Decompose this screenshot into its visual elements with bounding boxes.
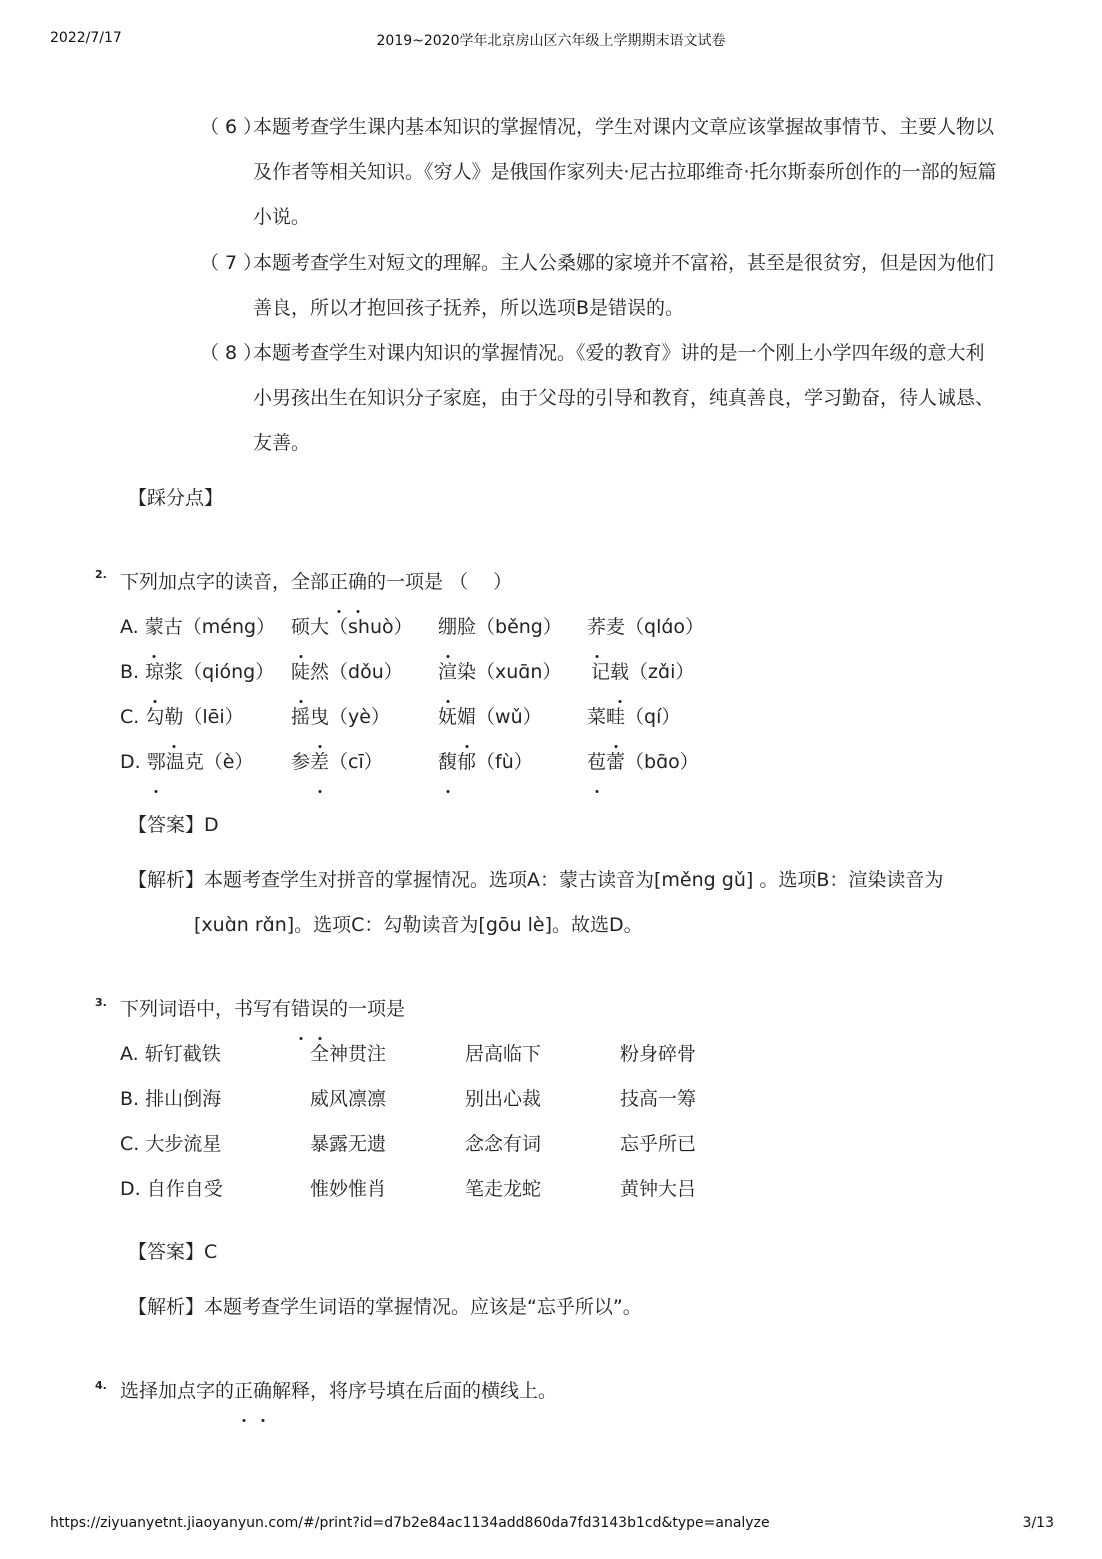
dotted-char: 误 [310, 987, 329, 1032]
option-a: A. 斩钉截铁 [120, 1043, 221, 1065]
option-cell: 参差（cī） [291, 740, 383, 785]
dotted-char: 正 [234, 1369, 253, 1414]
option-word: 暴露无遗 [310, 1133, 387, 1155]
score-points-label: 【踩分点】 [128, 487, 224, 509]
dotted-char: 正 [329, 560, 348, 605]
item-number: （ 7 ） [200, 252, 263, 274]
dotted-char: 错 [291, 987, 310, 1032]
option-word: 念念有词 [465, 1133, 542, 1155]
answer-line: 【答案】C [128, 1241, 218, 1263]
dotted-char: 陡 [291, 650, 310, 695]
option-word: 别出心裁 [465, 1088, 542, 1110]
dotted-char: 渲 [438, 650, 457, 695]
dotted-char: 绷 [438, 605, 457, 650]
dotted-char: 曳 [310, 695, 329, 740]
dotted-char: 琼 [145, 650, 164, 695]
answer-value: D [204, 814, 219, 836]
option-cell: 馥郁（fù） [438, 740, 533, 785]
dotted-char: 差 [310, 740, 329, 785]
option-d: D. 自作自受 [120, 1178, 223, 1200]
question-stem: 选择加点字的正确解释，将序号填在后面的横线上。 [120, 1369, 557, 1414]
option-word: 笔走龙蛇 [465, 1178, 542, 1200]
item-text: 本题考查学生课内基本知识的掌握情况，学生对课内文章应该掌握故事情节、主要人物以及作者等相关知识。《穷人》是俄国作家列夫·尼古拉耶维奇·托尔斯泰所创作的一部的短篇小说。 [253, 116, 997, 228]
dotted-char: 载 [610, 650, 629, 695]
option-word: 全神贯注 [310, 1043, 387, 1065]
answer-value: C [204, 1241, 218, 1263]
option-cell: 记载（zɑ̌i） [591, 650, 694, 695]
question-number: 2. [95, 568, 107, 581]
answer-line: 【答案】D [128, 814, 219, 836]
dotted-char: 苞 [587, 740, 606, 785]
option-word: 居高临下 [465, 1043, 542, 1065]
page-url: https://ziyuanyetnt.jiaoyanyun.com/#/print?id=d7b2e84ac1134add860da7fd3143b1cd&type=analyze [50, 1515, 770, 1531]
item-text: 本题考查学生对课内知识的掌握情况。《爱的教育》讲的是一个刚上小学四年级的意大利小男孩出生在知识分子家庭，由于父母的引导和教育，纯真善良，学习勤奋，待人诚恳、友善。 [253, 342, 995, 454]
item-text: 本题考查学生对短文的理解。主人公桑娜的家境并不富裕，甚至是很贫穷，但是因为他们善良，所以才抱回孩子抚养，所以选项B是错误的。 [253, 252, 995, 319]
option-cell: 绷脸（běng） [438, 605, 562, 650]
dotted-char: 硕 [291, 605, 310, 650]
dotted-char: 鄂 [147, 740, 166, 785]
option-cell: 菜畦（qí） [587, 695, 680, 740]
option-c: C. 勾勒（lēi） [120, 695, 244, 740]
analysis-line-2: [xuɑ̀n rɑ̌n]。选项C：勾勒读音为[gōu lè]。故选D。 [194, 914, 643, 936]
option-word: 威风凛凛 [310, 1088, 387, 1110]
document-title: 2019~2020学年北京房山区六年级上学期期末语文试卷 [376, 33, 726, 49]
dotted-char: 勒 [164, 695, 183, 740]
item-number: （ 6 ） [200, 116, 263, 138]
question-stem: 下列加点字的读音，全部正确的一项是 （ ） [120, 560, 512, 605]
option-c: C. 大步流星 [120, 1133, 222, 1155]
question-number: 3. [95, 996, 107, 1009]
option-a: A. 蒙古（méng） [120, 605, 275, 650]
analysis-line-1: 【解析】本题考查学生对拼音的掌握情况。选项A：蒙古读音为[měng gǔ] 。选项B：渲染读音为 [128, 869, 944, 891]
option-word: 技高一筹 [620, 1088, 697, 1110]
option-word: 忘乎所已 [620, 1133, 697, 1155]
dotted-char: 荞 [587, 605, 606, 650]
dotted-char: 蒙 [145, 605, 164, 650]
option-cell: 妩媚（wǔ） [438, 695, 542, 740]
question-number: 4. [95, 1379, 107, 1392]
option-b: B. 排山倒海 [120, 1088, 222, 1110]
dotted-char: 确 [348, 560, 367, 605]
dotted-char: 确 [253, 1369, 272, 1414]
dotted-char: 畦 [606, 695, 625, 740]
option-cell: 渲染（xuɑ̄n） [438, 650, 561, 695]
option-word: 黄钟大吕 [620, 1178, 697, 1200]
option-cell: 硕大（shuò） [291, 605, 413, 650]
dotted-char: 馥 [438, 740, 457, 785]
item-number: （ 8 ） [200, 342, 263, 364]
option-cell: 摇曳（yè） [291, 695, 390, 740]
option-word: 粉身碎骨 [620, 1043, 697, 1065]
analysis-line: 【解析】本题考查学生词语的掌握情况。应该是“忘乎所以”。 [128, 1296, 642, 1318]
print-date: 2022/7/17 [50, 30, 122, 46]
question-stem: 下列词语中，书写有错误的一项是 [120, 987, 405, 1032]
option-cell: 陡然（dǒu） [291, 650, 403, 695]
option-cell: 苞蕾（bɑ̄o） [587, 740, 699, 785]
page-number: 3/13 [1022, 1515, 1054, 1531]
option-cell: 荞麦（qlɑ́o） [587, 605, 704, 650]
option-b: B. 琼浆（qióng） [120, 650, 274, 695]
option-d: D. 鄂温克（è） [120, 740, 253, 785]
dotted-char: 媚 [457, 695, 476, 740]
option-word: 惟妙惟肖 [310, 1178, 387, 1200]
